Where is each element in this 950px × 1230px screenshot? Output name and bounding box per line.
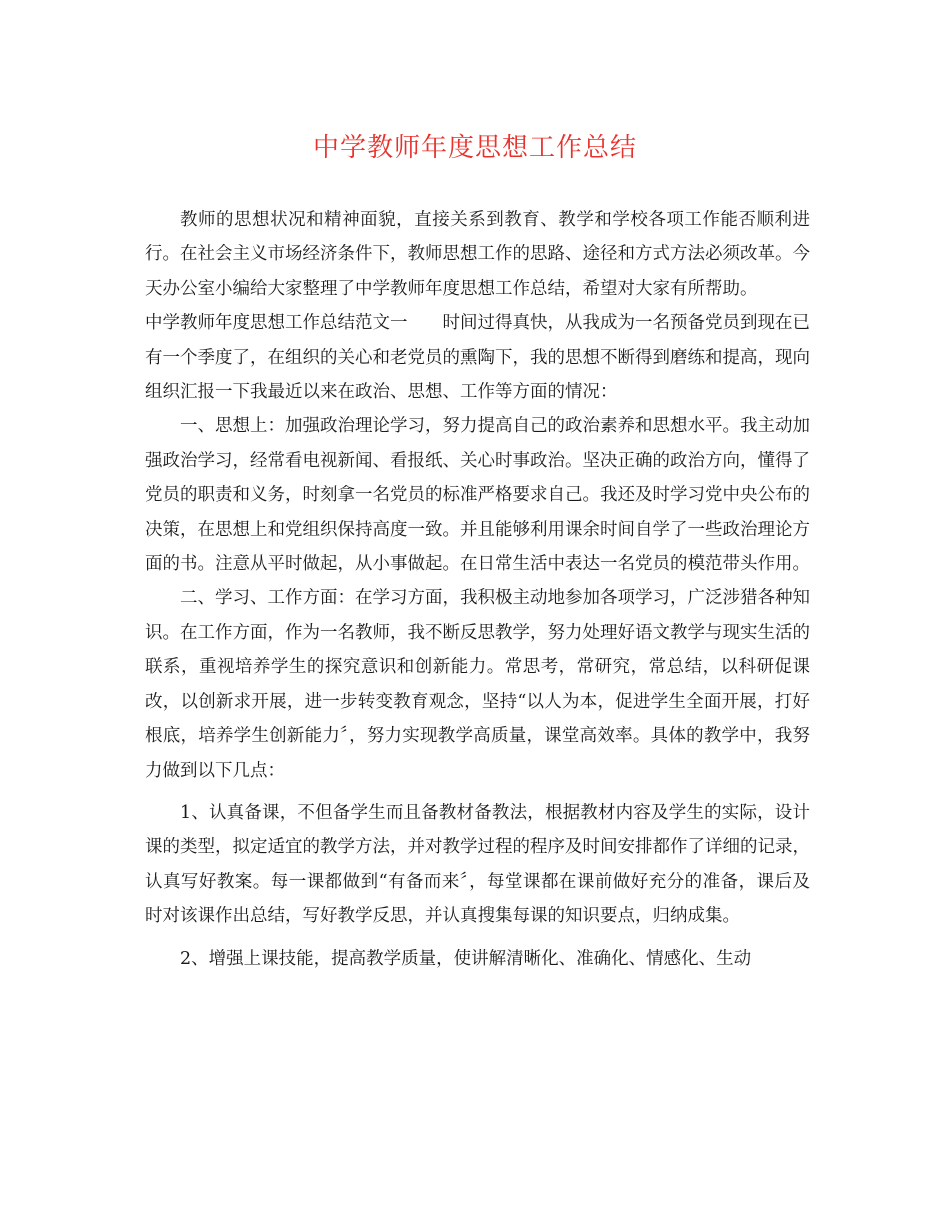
document-body xyxy=(145,203,810,976)
section-heading-paragraph: 中学教师年度思想工作总结范文一 时间过得真快，从我成为一名预备党员到现在已有一个季度了，在组织的关心和老党员的熏陶下，我的思想不断得到磨练和提高，现向组织汇报一下我最近以来在政治、思想、工作等方面的情况： xyxy=(145,313,810,403)
lesson-prep-paragraph: 1、认真备课，不但备学生而且备教材备教法，根据教材内容及学生的实际，设计课的类型，拟定适宜的教学方法，并对教学过程的程序及时间安排都作了详细的记录，认真写好教案。每一课都做到“有备而来〞，每堂课都在课前做好充分的准备，课后及时对该课作出总结，写好教学反思，并认真搜集每课的知识要点，归纳成集。 xyxy=(145,802,810,927)
teaching-skill-paragraph: 2、增强上课技能，提高教学质量，使讲解清晰化、准确化、情感化、生动 xyxy=(180,948,752,969)
intro-paragraph: 教师的思想状况和精神面貌，直接关系到教育、教学和学校各项工作能否顺利进行。在社会主义市场经济条件下，教师思想工作的思路、途径和方式方法必须改革。今天办公室小编给大家整理了中学教师年度思想工作总结，希望对大家有所帮助。 xyxy=(145,210,810,299)
document-title: 中学教师年度思想工作总结 xyxy=(312,133,637,163)
study-work-paragraph: 二、学习、工作方面：在学习方面，我积极主动地参加各项学习，广泛涉猎各种知识。在工作方面，作为一名教师，我不断反思教学，努力处理好语文教学与现实生活的联系，重视培养学生的探究意识和创新能力。常思考，常研究，常总结，以科研促课改，以创新求开展，进一步转变教育观念，坚持“以人为本，促进学生全面开展，打好根底，培养学生创新能力〞，努力实现教学高质量，课堂高效率。具体的教学中，我努力做到以下几点： xyxy=(145,588,810,781)
thought-paragraph: 一、思想上：加强政治理论学习，努力提高自己的政治素养和思想水平。我主动加强政治学习，经常看电视新闻、看报纸、关心时事政治。坚决正确的政治方向，懂得了党员的职责和义务，时刻拿一名党员的标准严格要求自己。我还及时学习党中央公布的决策，在思想上和党组织保持高度一致。并且能够利用课余时间自学了一些政治理论方面的书。注意从平时做起，从小事做起。在日常生活中表达一名党员的模范带头作用。 xyxy=(145,416,810,575)
